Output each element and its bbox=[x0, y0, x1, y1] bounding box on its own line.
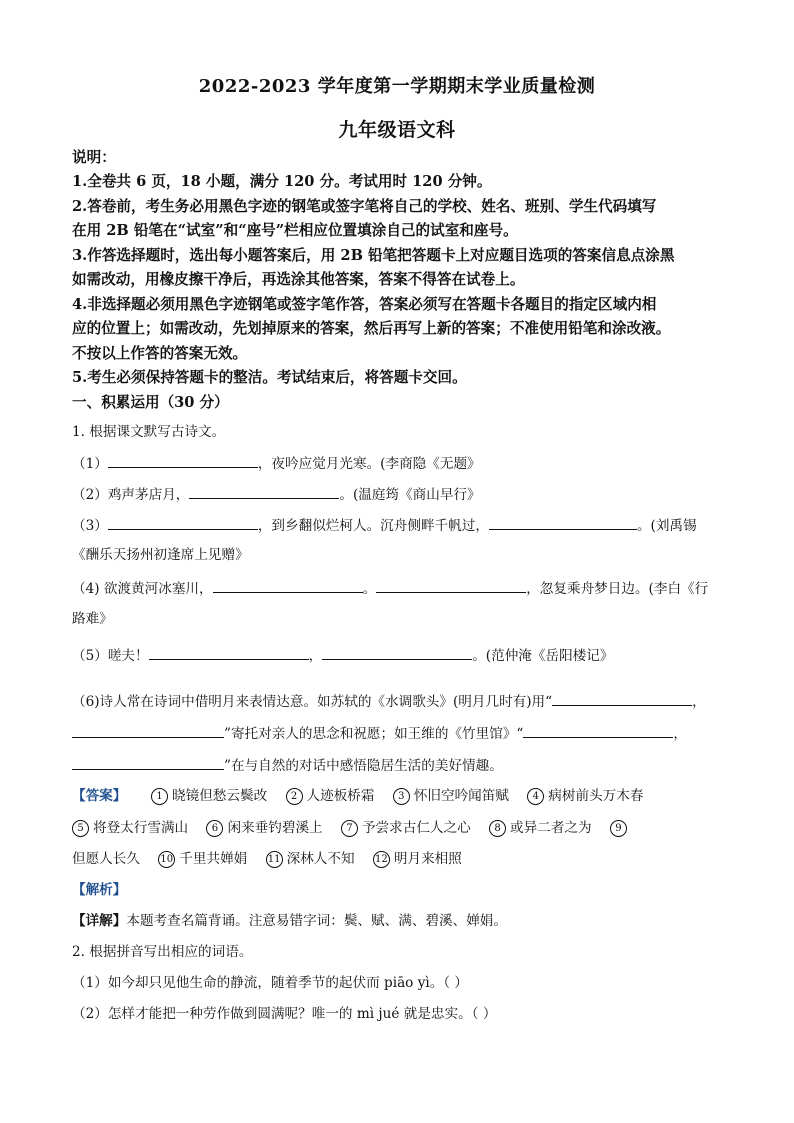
instructions-label: 说明： bbox=[72, 149, 116, 166]
answer-blank[interactable] bbox=[108, 453, 258, 468]
answer-blank[interactable] bbox=[322, 645, 472, 660]
question-stem: 1. 根据课文默写古诗文。 bbox=[72, 424, 226, 440]
answer-item: 2 人迹板桥霜 bbox=[286, 786, 375, 806]
detail-line bbox=[72, 911, 722, 931]
answer-row bbox=[72, 786, 722, 806]
answer-row bbox=[72, 818, 722, 838]
answer-blank[interactable] bbox=[72, 723, 224, 738]
sub-question: （1）如今却只见他生命的静流，随着季节的起伏而 piāo yì。（ ） bbox=[72, 975, 469, 991]
instruction-line: 4.非选择题必须用黑色字迹钢笔或签字笔作答，答案必须写在答题卡各题目的指定区域内相 bbox=[72, 296, 657, 313]
answer-blank[interactable] bbox=[149, 645, 309, 660]
recite-line: （5）嗟夫！ ， 。(范仲淹《岳阳楼记》 bbox=[72, 645, 722, 666]
instruction-line: 3.作答选择题时，选出每小题答案后，用 2B 铅笔把答题卡上对应题目选项的答案信息点涂黑 bbox=[72, 247, 675, 264]
answer-item: 3 怀旧空吟闻笛赋 bbox=[393, 786, 509, 806]
instruction-line: 如需改动，用橡皮擦干净后，再选涂其他答案，答案不得答在试卷上。 bbox=[72, 271, 525, 288]
analysis-label: 【解析】 bbox=[72, 882, 127, 898]
section-heading: 一、积累运用（30 分） bbox=[72, 394, 229, 411]
answer-item: 4 病树前头万木春 bbox=[527, 786, 643, 806]
answer-item: 但愿人长久 bbox=[72, 851, 140, 867]
recite-line: （4) 欲渡黄河冰塞川， 。 ，忽复乘舟梦日边。(李白《行 bbox=[72, 578, 722, 599]
answer-blank[interactable] bbox=[108, 515, 258, 530]
instruction-line: 在用 2B 铅笔在“试室”和“座号”栏相应位置填涂自己的试室和座号。 bbox=[72, 222, 518, 239]
recite-line: （6)诗人常在诗词中借明月来表情达意。如苏轼的《水调歌头》(明月几时有)用“ ， bbox=[72, 691, 722, 712]
detail-label: 【详解】 bbox=[72, 913, 127, 929]
recite-line: （3） ，到乡翻似烂柯人。沉舟侧畔千帆过， 。(刘禹锡 bbox=[72, 515, 722, 536]
instruction-line: 不按以上作答的答案无效。 bbox=[72, 345, 248, 362]
question-stem: 2. 根据拼音写出相应的词语。 bbox=[72, 944, 253, 960]
answer-label: 【答案】 bbox=[72, 788, 127, 804]
answer-item: 10 千里共婵娟 bbox=[158, 849, 247, 869]
answer-item: 5 将登太行雪满山 bbox=[72, 818, 188, 838]
answer-item: 7 予尝求古仁人之心 bbox=[341, 818, 471, 838]
answer-blank[interactable] bbox=[213, 578, 363, 593]
page-title: 2022-2023 学年度第一学期期末学业质量检测 bbox=[198, 76, 596, 97]
answer-blank[interactable] bbox=[523, 723, 673, 738]
answer-blank[interactable] bbox=[489, 515, 637, 530]
answer-item: 1 晓镜但愁云鬓改 bbox=[151, 786, 267, 806]
answer-blank[interactable] bbox=[552, 691, 692, 706]
answer-item: 9 bbox=[610, 818, 631, 838]
recite-line: （1） ，夜吟应觉月光寒。(李商隐《无题》 bbox=[72, 453, 722, 474]
instruction-line: 2.答卷前，考生务必用黑色字迹的钢笔或签字笔将自己的学校、姓名、班别、学生代码填写 bbox=[72, 198, 657, 215]
answer-blank[interactable] bbox=[189, 484, 339, 499]
answer-item: 6 闲来垂钓碧溪上 bbox=[206, 818, 322, 838]
detail-text: 本题考查名篇背诵。注意易错字词：鬓、赋、满、碧溪、婵娟。 bbox=[126, 913, 507, 929]
answer-item: 8 或异二者之为 bbox=[489, 818, 592, 838]
answer-blank[interactable] bbox=[72, 755, 224, 770]
recite-line: ”寄托对亲人的思念和祝愿；如王维的《竹里馆》“ ， bbox=[72, 723, 722, 744]
instruction-line: 5.考生必须保持答题卡的整洁。考试结束后，将答题卡交回。 bbox=[72, 369, 467, 386]
sub-question: （2）怎样才能把一种劳作做到圆满呢？唯一的 mì jué 就是忠实。（ ） bbox=[72, 1006, 497, 1022]
recite-line: （2）鸡声茅店月， 。(温庭筠《商山早行》 bbox=[72, 484, 722, 505]
instruction-line: 应的位置上；如需改动，先划掉原来的答案，然后再写上新的答案；不准使用铅笔和涂改液。 bbox=[72, 320, 671, 337]
answer-blank[interactable] bbox=[376, 578, 526, 593]
recite-line: ”在与自然的对话中感悟隐居生活的美好情趣。 bbox=[72, 755, 722, 776]
answer-row bbox=[72, 849, 722, 869]
instruction-line: 1.全卷共 6 页，18 小题，满分 120 分。考试用时 120 分钟。 bbox=[72, 173, 492, 190]
recite-line: 《酬乐天扬州初逢席上见赠》 bbox=[72, 547, 249, 563]
answer-item: 11 深林人不知 bbox=[266, 849, 355, 869]
answer-item: 12 明月来相照 bbox=[373, 849, 462, 869]
page-subtitle: 九年级语文科 bbox=[338, 119, 456, 141]
recite-line: 路难》 bbox=[72, 611, 113, 627]
